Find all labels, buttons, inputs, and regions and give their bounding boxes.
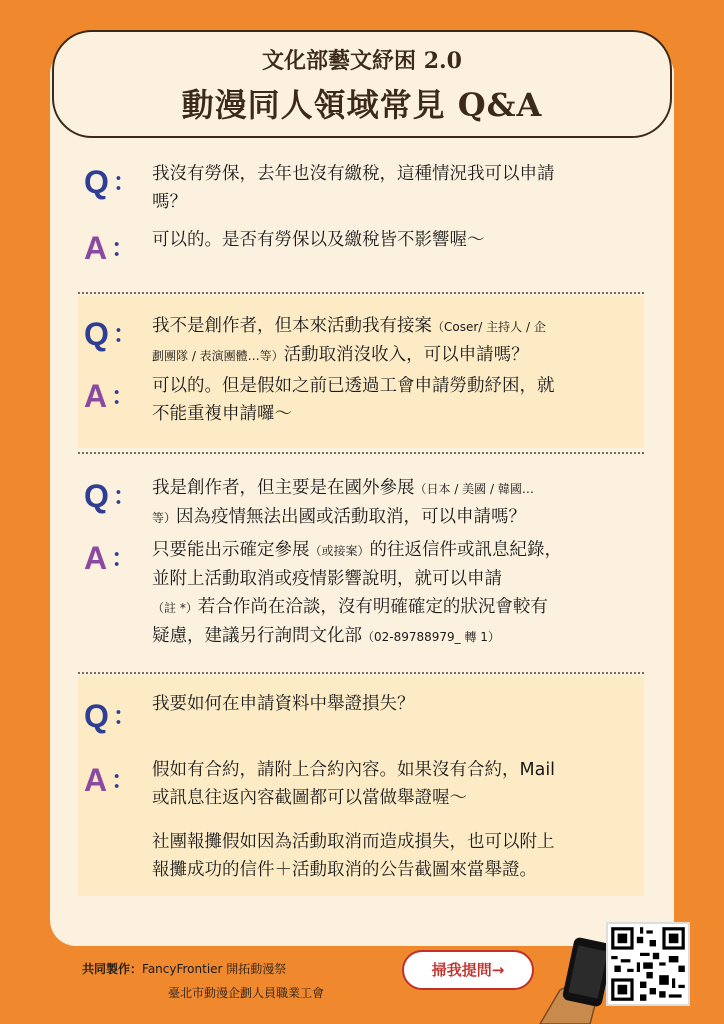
- question-text: 我不是創作者，但本來活動我有接案（Coser/ 主持人 / 企 劃團隊 / 表演團體…等）活動取消沒收入，可以申請嗎？: [152, 316, 546, 365]
- answer-text: 可以的。但是假如之前已透過工會申請勞動紓困，就 不能重複申請囉～: [152, 376, 555, 424]
- q-label: Q ：: [84, 164, 137, 200]
- title-box: [52, 30, 672, 138]
- a-label: A ：: [84, 540, 136, 576]
- answer-text: 假如有合約，請附上合約內容。如果沒有合約，Mail 或訊息往返內容截圖都可以當做舉證喔～ 社團報攤假如因為活動取消而造成損失，也可以附上 報攤成功的信件＋活動取消的公告截圖來當舉證。: [152, 760, 556, 880]
- a-label: A ：: [84, 230, 136, 266]
- scan-to-ask-bubble: 掃我提問→: [402, 950, 534, 990]
- divider: [78, 292, 644, 294]
- divider: [78, 452, 644, 454]
- q-label: Q ：: [84, 478, 137, 514]
- question-text: 我是創作者，但主要是在國外參展（日本 / 美國 / 韓國… 等）因為疫情無法出國或活動取消，可以申請嗎？: [152, 478, 534, 527]
- question-text: 我沒有勞保，去年也沒有繳稅，這種情況我可以申請 嗎？: [152, 164, 555, 212]
- q-label: Q ：: [84, 316, 137, 352]
- question-text: 我要如何在申請資料中舉證損失？: [152, 694, 415, 714]
- a-label: A ：: [84, 762, 136, 798]
- qr-code[interactable]: [606, 922, 690, 1006]
- q-label: Q ：: [84, 698, 137, 734]
- a-label: A ：: [84, 378, 136, 414]
- footer-org2: 臺北市動漫企劃人員職業工會: [168, 986, 325, 1000]
- answer-text: 可以的。是否有勞保以及繳稅皆不影響喔～: [152, 230, 485, 250]
- divider: [78, 672, 644, 674]
- footer-credits: 共同製作：FancyFrontier 開拓動漫祭: [82, 962, 287, 976]
- page-title-line1: 文化部藝文紓困 2.0: [262, 48, 462, 74]
- answer-text: 只要能出示確定參展（或接案）的往返信件或訊息紀錄， 並附上活動取消或疫情影響說明，就可以申請 （註 *）若合作尚在洽談，沒有明確確定的狀況會較有 疑慮，建議另行詢問文化部（02-89788979_ 轉 1）: [152, 540, 563, 646]
- page-title-line2: 動漫同人領域常見 Q&A: [181, 86, 543, 124]
